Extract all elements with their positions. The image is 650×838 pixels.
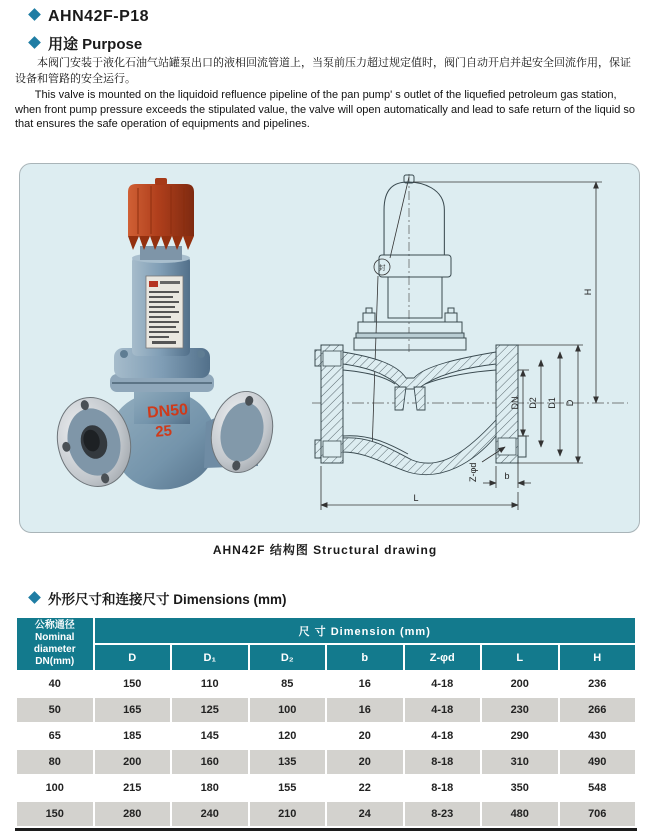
table-cell: 200 — [482, 672, 558, 696]
valve-marking-pn: 25 — [154, 422, 173, 441]
figure-caption: AHN42F 结构图 Structural drawing — [212, 543, 438, 557]
table-cell: 8-18 — [405, 776, 481, 800]
table-row — [17, 750, 635, 774]
table-row — [17, 698, 635, 722]
dim-label-d2: D2 — [528, 397, 538, 409]
table-cell: 548 — [560, 776, 636, 800]
table-cell: 125 — [172, 698, 248, 722]
table-cell: 490 — [560, 750, 636, 774]
table-cell: 40 — [17, 672, 93, 696]
column-header-d2: D₂ — [250, 645, 326, 670]
diamond-bullet-icon — [28, 591, 41, 604]
table-cell: 350 — [482, 776, 558, 800]
table-cell: 4-18 — [405, 724, 481, 748]
figure-panel — [19, 163, 640, 533]
table-cell: 150 — [95, 672, 171, 696]
table-cell: 22 — [327, 776, 403, 800]
structural-drawing — [310, 170, 635, 528]
corner-header-line: Nominal — [35, 632, 75, 644]
dimensions-heading-row — [30, 588, 287, 608]
dim-label-zphid: Z-φd — [468, 462, 478, 482]
table-cell: 230 — [482, 698, 558, 722]
table-cell: 120 — [250, 724, 326, 748]
table-span-header: 尺 寸 Dimension (mm) — [95, 618, 636, 643]
table-cell: 16 — [327, 698, 403, 722]
table-cell: 280 — [95, 802, 171, 826]
corner-header-line: DN(mm) — [35, 655, 75, 667]
table-corner-header — [17, 618, 93, 670]
table-cell: 430 — [560, 724, 636, 748]
dim-label-b: b — [504, 471, 510, 481]
table-cell: 240 — [172, 802, 248, 826]
diamond-bullet-icon — [28, 8, 41, 21]
table-cell: 50 — [17, 698, 93, 722]
table-cell: 16 — [327, 672, 403, 696]
table-cell: 215 — [95, 776, 171, 800]
dimensions-table — [15, 616, 637, 828]
table-cell: 185 — [95, 724, 171, 748]
table-cell: 85 — [250, 672, 326, 696]
table-cell: 4-18 — [405, 672, 481, 696]
table-cell: 20 — [327, 724, 403, 748]
corner-header-line: diameter — [33, 644, 76, 655]
column-header-h: H — [560, 645, 636, 670]
table-cell: 165 — [95, 698, 171, 722]
diamond-bullet-icon — [28, 36, 41, 49]
table-cell: 290 — [482, 724, 558, 748]
corner-header-line: 公称通径 — [34, 620, 75, 632]
valve-photo — [56, 178, 278, 526]
table-row — [17, 724, 635, 748]
table-cell: 80 — [17, 750, 93, 774]
purpose-paragraph-chinese: 本阀门安装于液化石油气站罐泵出口的液相回流管道上，当泵前压力超过规定值时，阀门自动开启并起安全回流作用，保证设备和管路的安全运行。 — [15, 57, 631, 85]
table-cell: 180 — [172, 776, 248, 800]
table-cell: 160 — [172, 750, 248, 774]
dim-label-h: H — [583, 288, 593, 296]
purpose-paragraph-english: This valve is mounted on the liquidoid refluence pipeline of the pan pump' s outlet of the liquefied petroleum gas station, when front pump pressure exceeds the stipulated value, the valve will open automatically and lead to safe return of the liquid so that ensures the safe operation of equipments and pipelines. — [15, 89, 636, 131]
column-header-zphid: Z-φd — [405, 645, 481, 670]
dim-label-d1: D1 — [547, 397, 557, 409]
table-cell: 8-18 — [405, 750, 481, 774]
dim-label-d: D — [565, 399, 575, 407]
column-header-d: D — [95, 645, 171, 670]
column-header-d1: D₁ — [172, 645, 248, 670]
table-cell: 135 — [250, 750, 326, 774]
table-cell: 155 — [250, 776, 326, 800]
dim-label-l: L — [413, 493, 419, 503]
page-title-row — [30, 8, 149, 26]
table-cell: 100 — [250, 698, 326, 722]
table-cell: 150 — [17, 802, 93, 826]
table-cell: 480 — [482, 802, 558, 826]
table-cell: 145 — [172, 724, 248, 748]
table-cell: 200 — [95, 750, 171, 774]
table-cell: 100 — [17, 776, 93, 800]
table-cell: 20 — [327, 750, 403, 774]
table-cell: 236 — [560, 672, 636, 696]
valve-marking-dn: DN50 — [146, 401, 189, 422]
purpose-heading: 用途 Purpose — [48, 36, 143, 53]
table-cell: 65 — [17, 724, 93, 748]
table-cell: 24 — [327, 802, 403, 826]
dim-label-dn: DN — [510, 396, 520, 410]
table-row — [17, 802, 635, 826]
column-header-l: L — [482, 645, 558, 670]
table-row — [17, 672, 635, 696]
purpose-heading-row — [30, 33, 142, 54]
table-cell: 4-18 — [405, 698, 481, 722]
table-cell: 266 — [560, 698, 636, 722]
table-cell: 706 — [560, 802, 636, 826]
page-title: AHN42F-P18 — [48, 8, 150, 25]
seal-tag-label: 封 — [378, 265, 386, 272]
table-row — [17, 776, 635, 800]
table-cell: 210 — [250, 802, 326, 826]
dimensions-table-wrap — [15, 616, 637, 831]
column-header-b: b — [327, 645, 403, 670]
dimensions-table-body — [17, 672, 635, 826]
table-cell: 8-23 — [405, 802, 481, 826]
dimensions-heading: 外形尺寸和连接尺寸 Dimensions (mm) — [48, 592, 287, 607]
table-cell: 310 — [482, 750, 558, 774]
table-cell: 110 — [172, 672, 248, 696]
